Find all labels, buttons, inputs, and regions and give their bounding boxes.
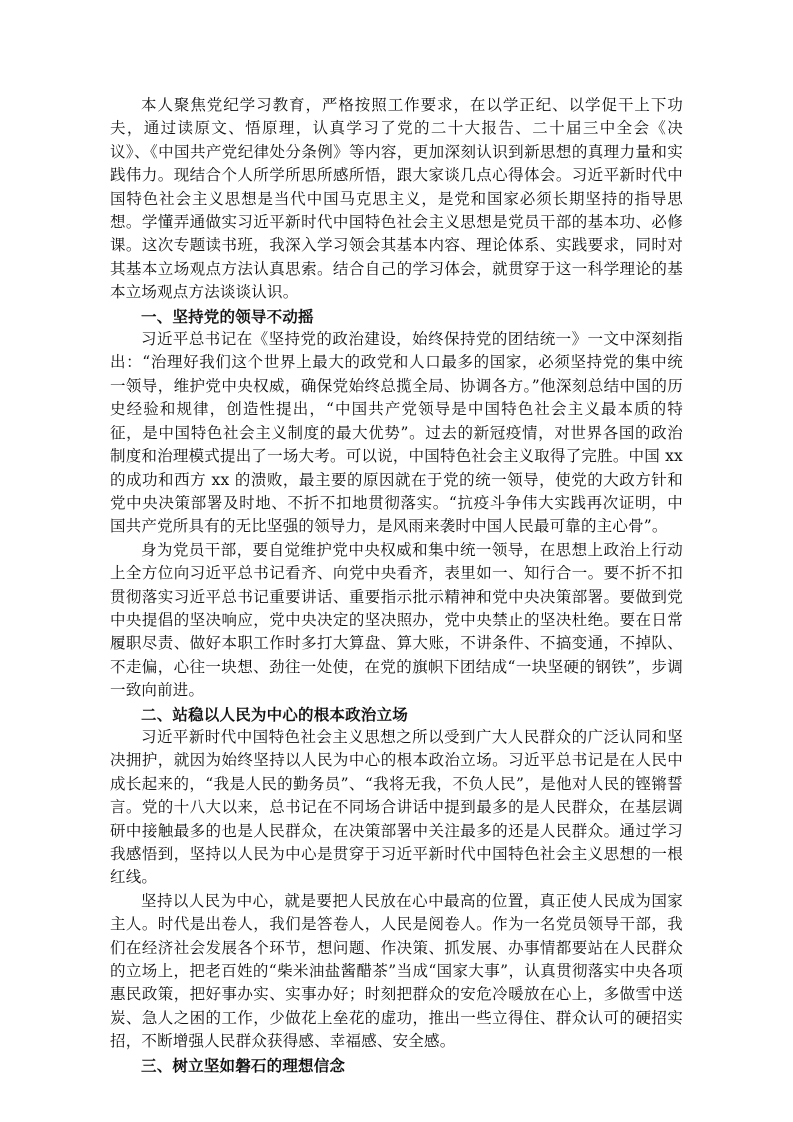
section-1-paragraph-2: 身为党员干部，要自觉维护党中央权威和集中统一领导，在思想上政治上行动上全方位向习近平总书记看齐、向党中央看齐，表里如一、知行合一。要不折不扣贯彻落实习近平总书记重要讲话、重要指示批示精神和党中央决策部署。要做到党中央提倡的坚决响应，党中央决定的坚决照办，党中央禁止的坚决杜绝。要在日常履职尽责、做好本职工作时多打大算盘、算大账，不讲条件、不搞变通，不掉队、不走偏，心往一块想、劲往一处使，在党的旗帜下团结成“一块坚硬的钢铁”，步调一致向前进。 — [110, 540, 683, 700]
section-1-paragraph-1: 习近平总书记在《坚持党的政治建设，始终保持党的团结统一》一文中深刻指出：“治理好我们这个世界上最大的政党和人口最多的国家，必须坚持党的集中统一领导，维护党中央权威，确保党始终总揽全局、协调各方。”他深刻总结中国的历史经验和规律，创造性提出，“中国共产党领导是中国特色社会主义最本质的特征，是中国特色社会主义制度的最大优势”。过去的新冠疫情，对世界各国的政治制度和治理模式提出了一场大考。可以说，中国特色社会主义取得了完胜。中国 xx 的成功和西方 xx 的溃败，最主要的原因就在于党的统一领导，使党的大政方针和党中央决策部署及时地、不折不扣地贯彻落实。“抗疫斗争伟大实践再次证明，中国共产党所具有的无比坚强的领导力，是风雨来袭时中国人民最可靠的主心骨”。 — [110, 330, 683, 536]
intro-paragraph: 本人聚焦党纪学习教育，严格按照工作要求，在以学正纪、以学促干上下功夫，通过读原文、悟原理，认真学习了党的二十大报告、二十届三中全会《决议》、《中国共产党纪律处分条例》等内容，更加深刻认识到新思想的真理力量和实践伟力。现结合个人所学所思所感所悟，跟大家谈几点心得体会。习近平新时代中国特色社会主义思想是当代中国马克思主义，是党和国家必须长期坚持的指导思想。学懂弄通做实习近平新时代中国特色社会主义思想是党员干部的基本功、必修课。这次专题读书班，我深入学习领会其基本内容、理论体系、实践要求，同时对其基本立场观点方法认真思索。结合自己的学习体会，就贯穿于这一科学理论的基本立场观点方法谈谈认识。 — [110, 96, 683, 302]
document-body — [110, 94, 683, 1077]
section-heading-1: 一、坚持党的领导不动摇 — [141, 306, 314, 326]
section-2-paragraph-1: 习近平新时代中国特色社会主义思想之所以受到广大人民群众的广泛认同和坚决拥护，就因为始终坚持以人民为中心的根本政治立场。习近平总书记是在人民中成长起来的，“我是人民的勤务员”、“我将无我，不负人民”，是他对人民的铿锵誓言。党的十八大以来，总书记在不同场合讲话中提到最多的是人民群众，在基层调研中接触最多的也是人民群众，在决策部署中关注最多的还是人民群众。通过学习我感悟到，坚持以人民为中心是贯穿于习近平新时代中国特色社会主义思想的一根红线。 — [110, 727, 683, 887]
section-heading-2: 二、站稳以人民为中心的根本政治立场 — [141, 704, 408, 724]
section-2-paragraph-2: 坚持以人民为中心，就是要把人民放在心中最高的位置，真正使人民成为国家主人。时代是出卷人，我们是答卷人，人民是阅卷人。作为一名党员领导干部，我们在经济社会发展各个环节，想问题、作决策、抓发展、办事情都要站在人民群众的立场上，把老百姓的“柴米油盐酱醋茶”当成“国家大事”，认真贯彻落实中央各项惠民政策，把好事办实、实事办好；时刻把群众的安危冷暖放在心上，多做雪中送炭、急人之困的工作，少做花上垒花的虚功，推出一些立得住、群众认可的硬招实招，不断增强人民群众获得感、幸福感、安全感。 — [110, 891, 683, 1051]
section-heading-3: 三、树立坚如磐石的理想信念 — [141, 1055, 346, 1075]
